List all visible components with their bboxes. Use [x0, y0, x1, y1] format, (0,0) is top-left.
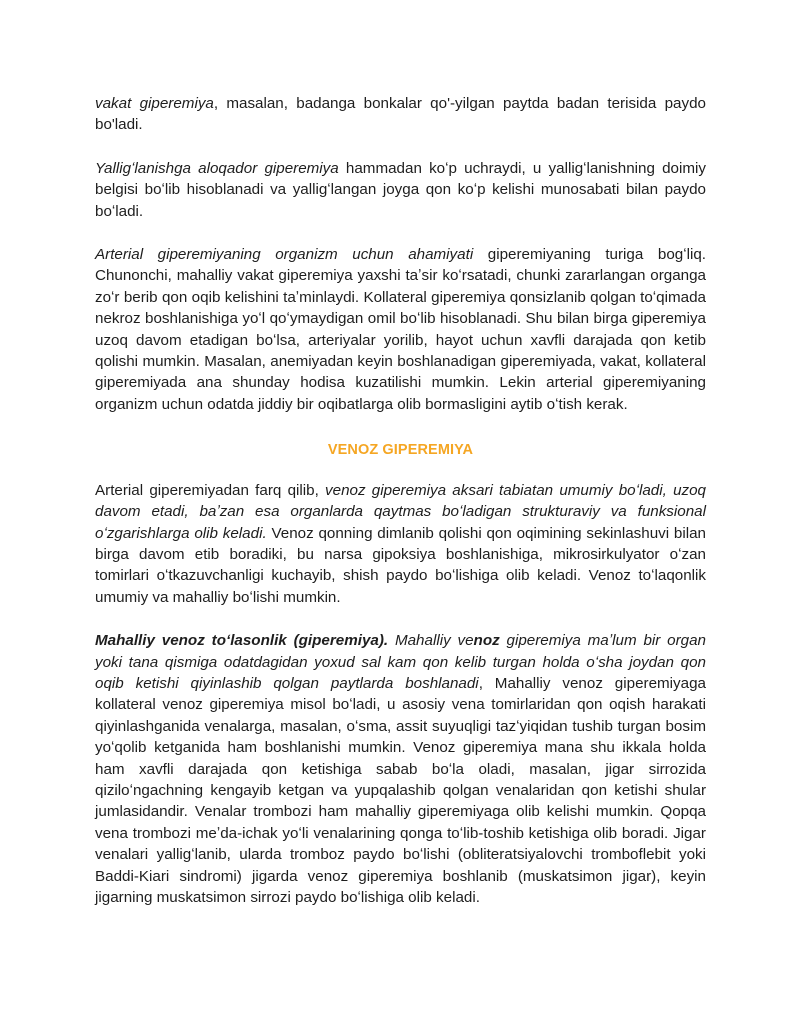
italic-term: vakat giperemiya [95, 95, 214, 112]
paragraph-text: Arterial giperemiyadan farq qilib, [95, 481, 326, 499]
paragraph-inflammation [95, 158, 706, 222]
bold-italic-fragment: noz [473, 632, 500, 650]
paragraph-local-venous [95, 630, 706, 908]
italic-definition: Mahalliy ve [388, 632, 474, 650]
section-heading: VENOZ GIPEREMIYA [327, 442, 474, 459]
italic-term: Arterial giperemiyaning organizm uchun ahamiyati [95, 246, 474, 264]
paragraph-venous [95, 480, 706, 608]
italic-definition: venoz giperemiya aksari tabiatan umumiy boʻladi, uzoq davom etadi, baʼzan esa organlarda qaytmas boʻladigan strukturaviy va funksional oʻzgarishlarga olib keladi. [95, 481, 706, 542]
paragraph-vakat [95, 93, 706, 136]
paragraph-text: Venoz qonning dimlanib qolishi qon oqimining sekinlashuvi bilan birga davom etib boradiki, bu narsa gipoksiya boshlanishiga, mikrosirkulyator oʻzan tomirlari oʻtkazuvchanligi kuchayib, shish paydo boʻlishiga olib keladi. Venoz toʻlaqonlik umumiy va mahalliy boʻlishi mumkin. [95, 524, 706, 606]
italic-term: Yalligʻlanishga aloqador giperemiya [95, 159, 339, 177]
paragraph-significance [95, 244, 706, 415]
document-page [95, 93, 706, 908]
paragraph-text: , Mahalliy venoz giperemiyaga kollateral venoz giperemiya misol boʻladi, u asosiy vena tomirlaridan qon oqish harakati qiyinlashganida venalarga, masalan, oʻsma, assit suyuqligi tazʻyiqidan tushib turgan bosim yoʻqolib ketganida ham boshlanishi mumkin. Venoz giperemiya mana shu ikkala holda ham xavfli darajada qon ketishiga sabab boʻla oladi, masalan, jigar sirrozida qiziloʻngachning kengayib ketgan va yupqalashib qolgan venalaridan qon ketishi shular jumlasidandir. Venalar trombozi ham mahalliy giperemiyaga olib kelishi mumkin. Qopqa vena trombozi meʼda-ichak yoʻli venalarining qonga toʻlib-toshib ketishiga olib boradi. Jigar venalari yalligʻlanib, ularda tromboz paydo boʻlishi (obliteratsiyalovchi tromboflebit yoki Baddi-Kiari sindromi) jigarda venoz giperemiya boshlanib (muskatsimon jigar), keyin jigarning muskatsimon sirrozi paydo boʻlishiga olib keladi. [95, 674, 706, 906]
bold-italic-term: Mahalliy venoz toʻlasonlik (giperemiya). [95, 632, 389, 650]
paragraph-text: , masalan, badanga bonkalar qo'-yilgan paytda badan terisida paydo bo'ladi. [95, 95, 706, 134]
italic-definition: giperemiya maʼlum bir organ yoki tana qismiga odatdagidan yoxud sal kam qon kelib turgan holda oʻsha joydan qon oqib ketishi qiyinlashib qolgan paytlarda boshlanadi [95, 632, 706, 692]
paragraph-text: giperemiyaning turiga bogʻliq. Chunonchi, mahalliy vakat giperemiya yaxshi taʼsir koʻrsatadi, chunki zararlangan organga zoʻr berib qon oqib kelishini taʼminlaydi. Kollateral giperemiya qonsizlanib qolgan toʻqimada nekroz boshlanishiga yoʻl qoʻymaydigan omil boʻlib hisoblanadi. Shu bilan birga giperemiya uzoq davom etadigan boʻlsa, arteriyalar yorilib, hayot uchun xavfli darajada qon ketib qolishi mumkin. Masalan, anemiyadan keyin boshlanadigan giperemiyada, vakat, kollateral giperemiyada ana shunday hodisa kuzatilishi mumkin. Lekin arterial giperemiyaning organizm uchun odatda jiddiy bir oqibatlarga olib bormasligini aytib oʻtish kerak. [95, 246, 707, 413]
paragraph-text: hammadan koʻp uchraydi, u yalligʻlanishning doimiy belgisi boʻlib hisoblanadi va yalligʻlangan joyga qon koʻp kelishi munosabati bilan paydo boʻladi. [95, 159, 706, 220]
